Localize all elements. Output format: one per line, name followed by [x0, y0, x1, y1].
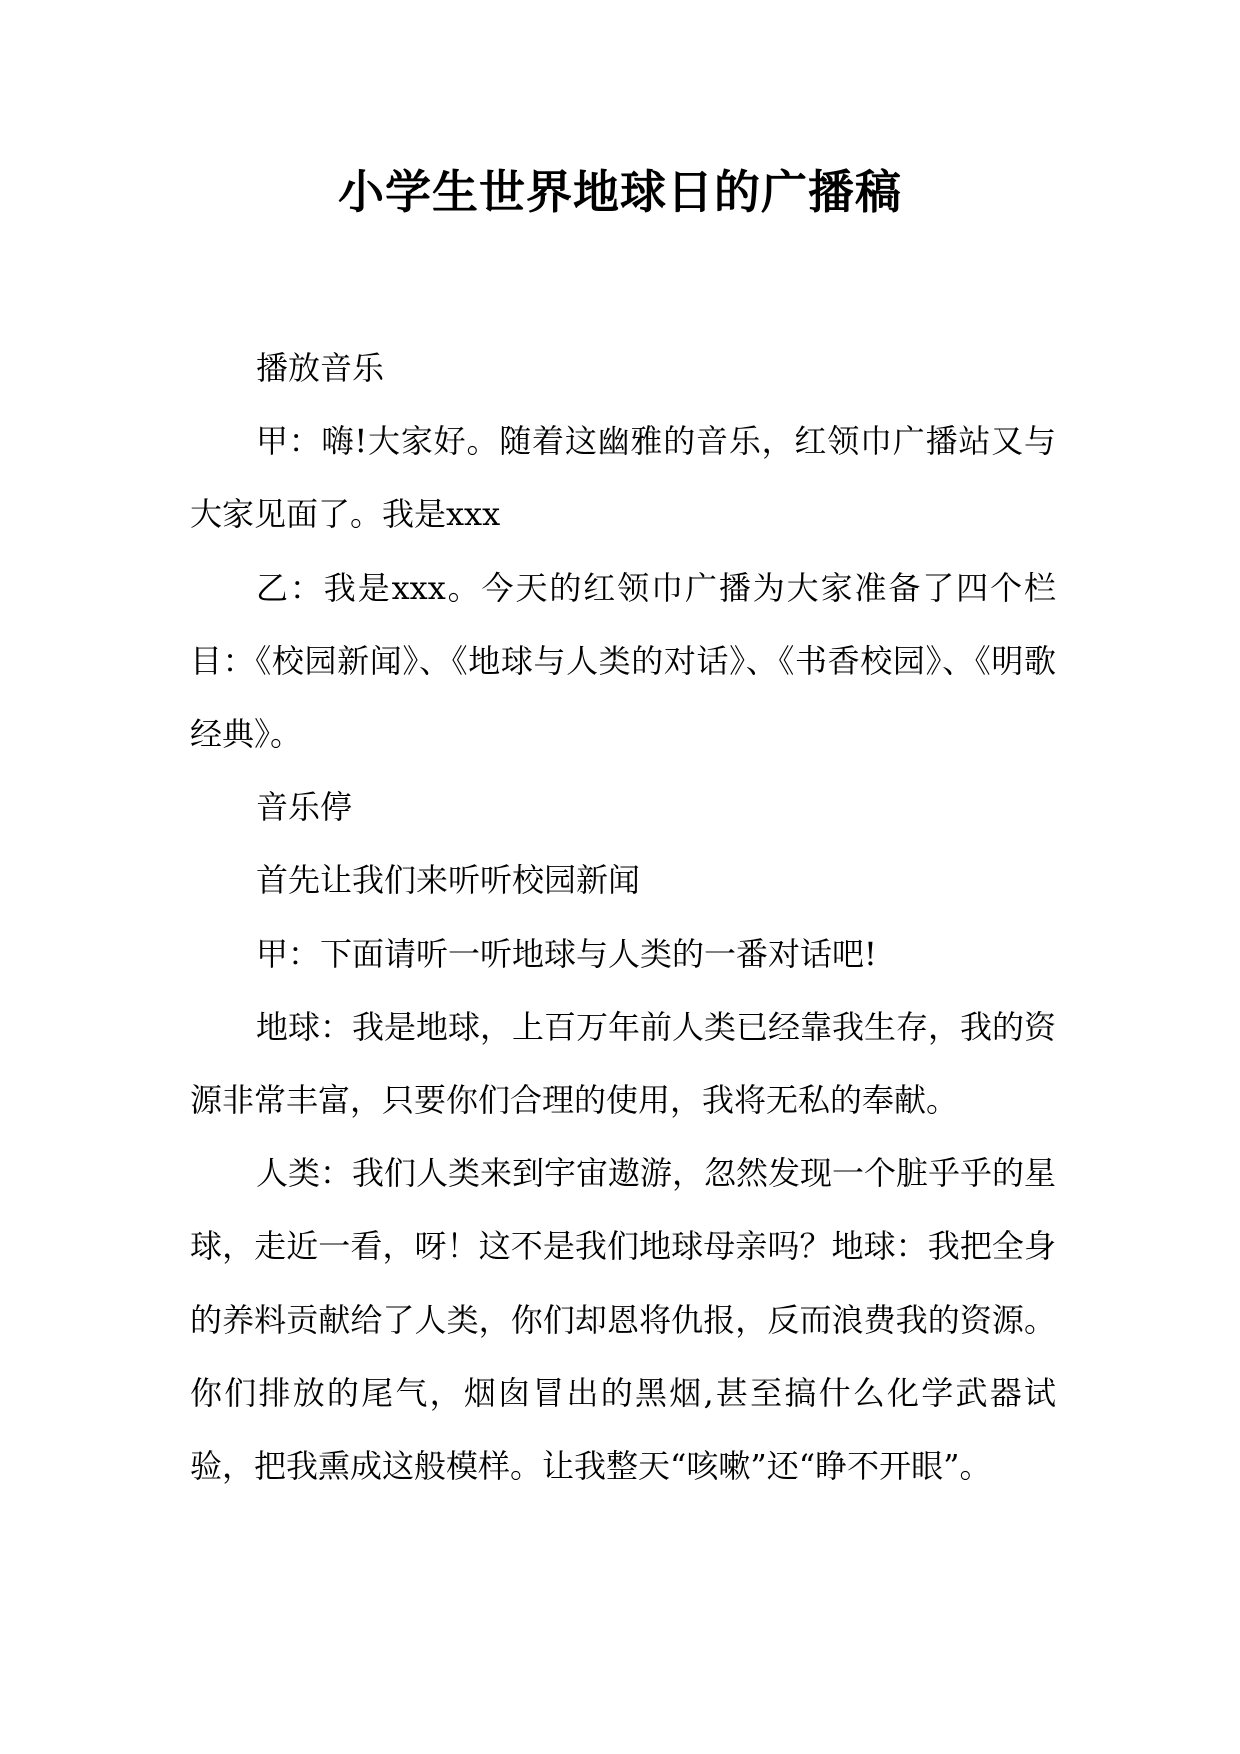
paragraph-host-b-intro: 乙：我是xxx。今天的红领巾广播为大家准备了四个栏目：《校园新闻》、《地球与人类的对话》、《书香校园》、《明歌经典》。	[190, 568, 1056, 754]
paragraph-host-a-greeting: 甲：嗨!大家好。随着这幽雅的音乐，红领巾广播站又与大家见面了。我是xxx	[190, 422, 1056, 534]
paragraph-music-stop: 音乐停	[256, 788, 353, 827]
document-body	[190, 332, 1056, 1503]
paragraph-campus-news: 首先让我们来听听校园新闻	[256, 861, 641, 900]
paragraph-earth-speech: 地球：我是地球，上百万年前人类已经靠我生存，我的资源非常丰富，只要你们合理的使用，我将无私的奉献。	[190, 1007, 1057, 1120]
paragraph-human-speech: 人类：我们人类来到宇宙遨游，忽然发现一个脏乎乎的星球，走近一看，呀！这不是我们地球母亲吗？地球：我把全身的养料贡献给了人类，你们却恩将仇报，反而浪费我的资源。你们排放的尾气，烟囱冒出的黑烟,甚至搞什么化学武器试验，把我熏成这般模样。让我整天“咳嗽”还“睁不开眼”。	[190, 1154, 1057, 1486]
paragraph-play-music: 播放音乐	[256, 349, 385, 387]
paragraph-host-a-dialogue: 甲：下面请听一听地球与人类的一番对话吧!	[256, 934, 877, 973]
document-title: 小学生世界地球日的广播稿	[338, 165, 902, 219]
